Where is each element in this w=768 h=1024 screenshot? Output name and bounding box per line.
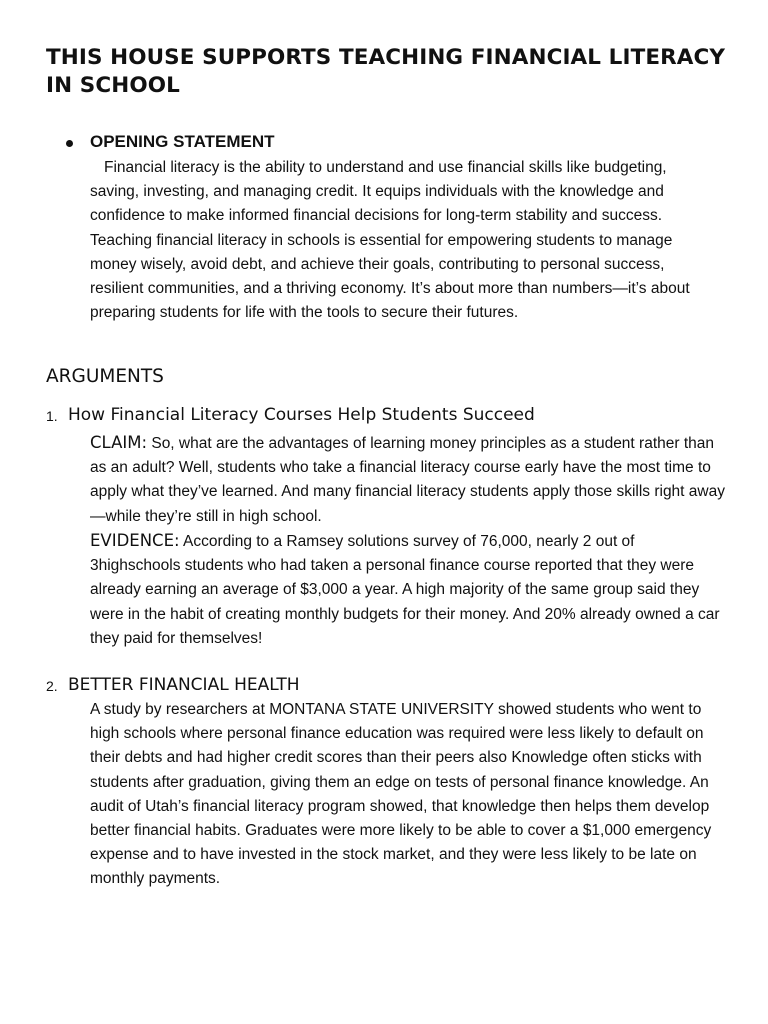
document-title: THIS HOUSE SUPPORTS TEACHING FINANCIAL LITERACY IN SCHOOL — [46, 45, 726, 98]
evidence-text: According to a Ramsey solutions survey of 76,000, nearly 2 out of 3highschools students who had taken a personal finance course reported that they were already earning an average of $3,000 a year. A high majority of the same group said they were in the habit of creating monthly budgets for their money. And 20% already owned a car they paid for themselves! — [90, 533, 720, 647]
argument-title: How Financial Literacy Courses Help Students Succeed — [68, 405, 535, 425]
argument-title: BETTER FINANCIAL HEALTH — [68, 675, 300, 695]
claim-label: CLAIM: — [90, 433, 148, 452]
bullet-icon — [66, 140, 73, 147]
opening-statement-body: Financial literacy is the ability to understand and use financial skills like budgeting, saving, investing, and managing credit. It equips individuals with the knowledge and confidence to make informed financial decisions for long-term stability and success. Teaching financial literacy in schools is essential for empowering students to manage money wisely, avoid debt, and achieve their goals, contributing to personal success, resilient communities, and a thriving economy. It’s about more than numbers—it’s about preparing students for life with the tools to secure their futures. — [90, 159, 690, 322]
claim-text: So, what are the advantages of learning money principles as a student rather than as an adult? Well, students who take a financial literacy course early have the most time to apply what they’ve learned. And many financial literacy students apply those skills right away—while they’re still in high school. — [90, 435, 725, 525]
evidence-paragraph — [90, 529, 726, 651]
opening-statement-heading: OPENING STATEMENT — [90, 132, 275, 151]
arguments-heading: ARGUMENTS — [46, 366, 164, 387]
claim-paragraph — [90, 431, 726, 529]
argument-number: 2. — [46, 678, 58, 694]
evidence-label: EVIDENCE: — [90, 531, 180, 550]
argument-body: A study by researchers at MONTANA STATE UNIVERSITY showed students who went to high schools where personal finance education was required were less likely to default on their debts and had higher credit scores than their peers also Knowledge often sticks with students after graduation, giving them an edge on tests of personal finance knowledge. An audit of Utah’s financial literacy program showed, that knowledge then helps them develop better financial habits. Graduates were more likely to be able to cover a $1,000 emergency expense and to have invested in the stock market, and they were less likely to be late on monthly payments. — [90, 701, 712, 888]
argument-number: 1. — [46, 408, 58, 424]
